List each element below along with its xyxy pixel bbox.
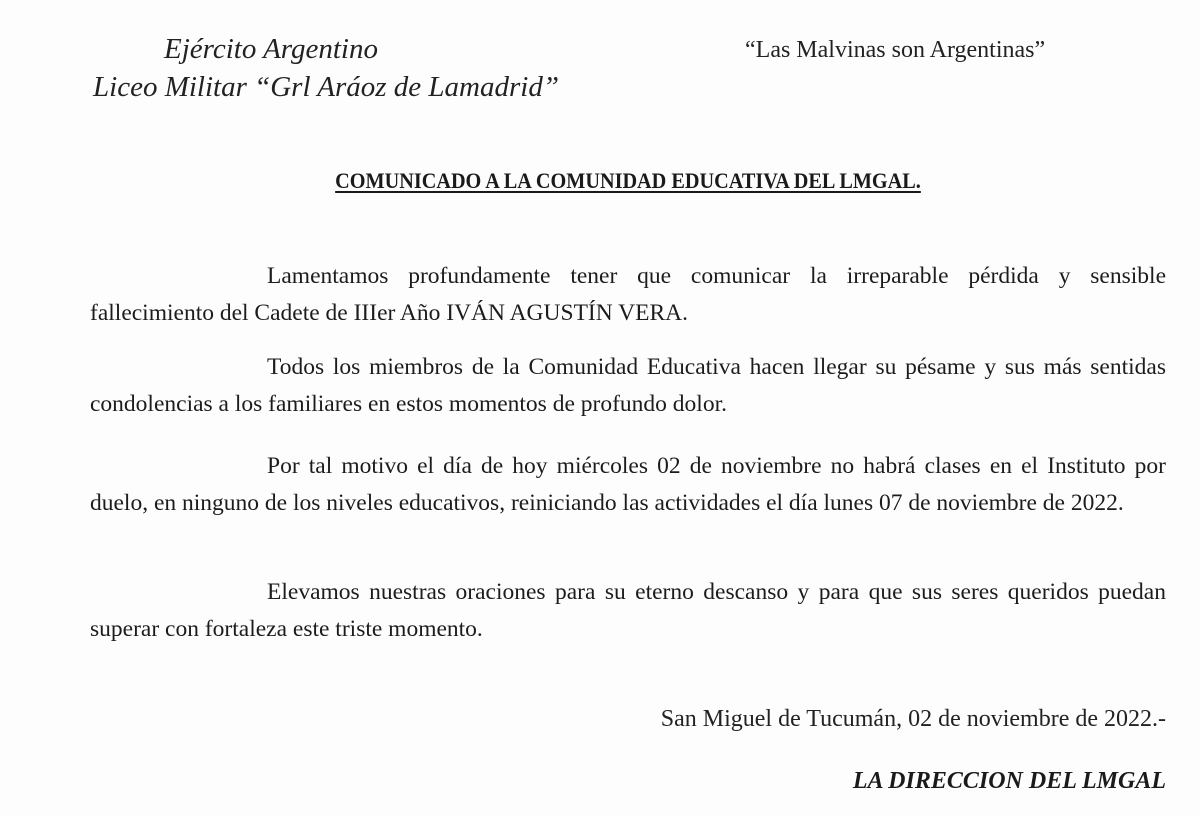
document-title: COMUNICADO A LA COMUNIDAD EDUCATIVA DEL LMGAL. <box>335 168 921 193</box>
place-and-date: San Miguel de Tucumán, 02 de noviembre de 2022.- <box>660 706 1166 732</box>
institution-header <box>56 30 596 106</box>
paragraph-announcement: Lamentamos profundamente tener que comunicar la irreparable pérdida y sensible fallecimiento del Cadete de IIIer Año IVÁN AGUSTÍN VERA. <box>90 263 1166 326</box>
paragraph-prayers: Elevamos nuestras oraciones para su eterno descanso y para que sus seres queridos puedan superar con fortaleza este triste momento. <box>90 579 1166 642</box>
signature: LA DIRECCION DEL LMGAL <box>852 768 1166 794</box>
paragraph-class-suspension: Por tal motivo el día de hoy miércoles 02 de noviembre no habrá clases en el Instituto por duelo, en ninguno de los niveles educativos, reiniciando las actividades el día lunes 07 de noviembre de 2022. <box>90 453 1166 516</box>
army-name: Ejército Argentino <box>164 33 378 65</box>
motto: “Las Malvinas son Argentinas” <box>745 37 1046 63</box>
school-name: Liceo Militar “Grl Aráoz de Lamadrid” <box>93 71 559 103</box>
paragraph-condolences: Todos los miembros de la Comunidad Educativa hacen llegar su pésame y sus más sentidas condolencias a los familiares en estos momentos de profundo dolor. <box>90 354 1166 417</box>
